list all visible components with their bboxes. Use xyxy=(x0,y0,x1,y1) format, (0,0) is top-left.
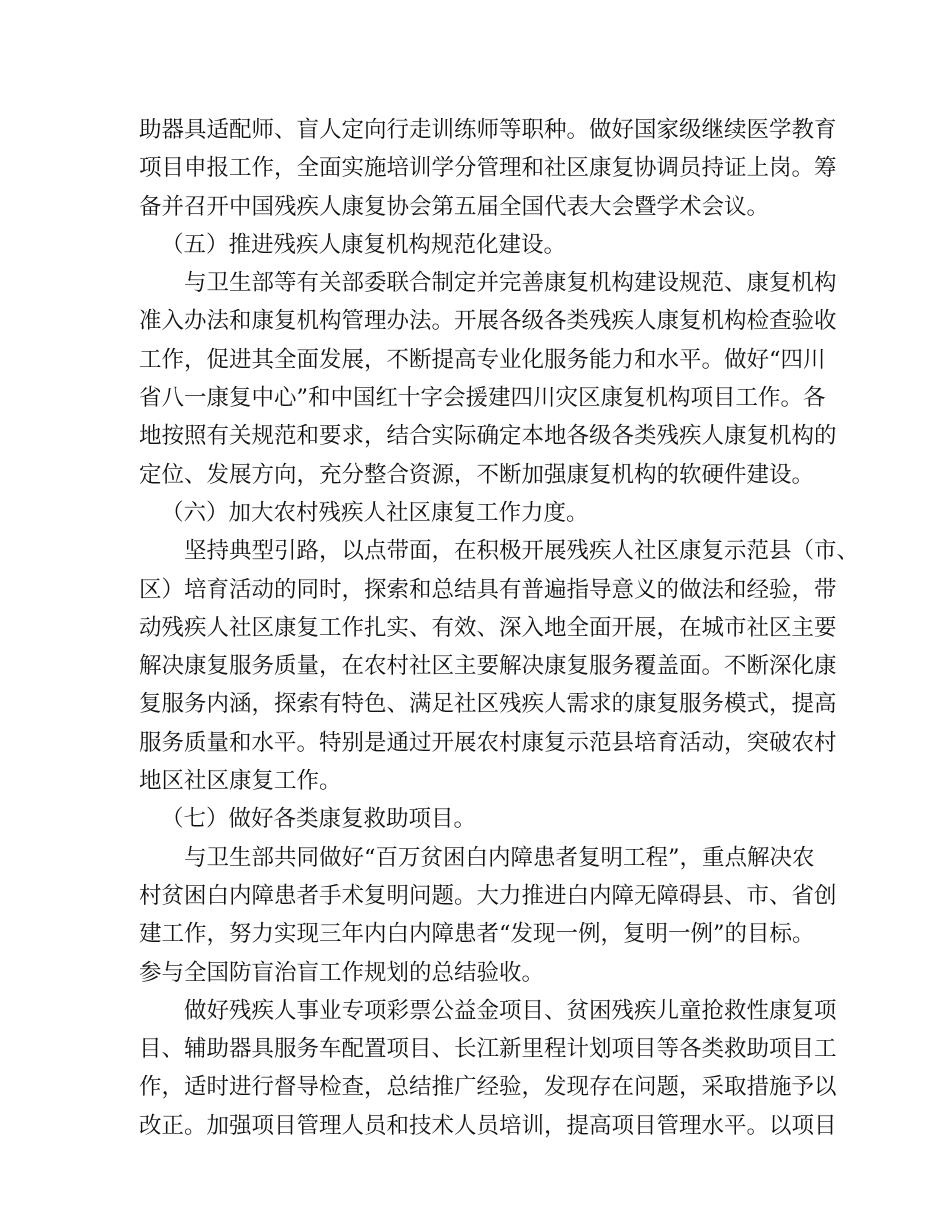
paragraph-line: 改正。加强项目管理人员和技术人员培训，提高项目管理水平。以项目 xyxy=(139,1112,837,1139)
paragraph-line: 解决康复服务质量，在农村社区主要解决康复服务覆盖面。不断深化康 xyxy=(139,653,837,680)
paragraph-line: 地区社区康复工作。 xyxy=(139,768,342,795)
section-heading: （五）推进残疾人康复机构规范化建设。 xyxy=(161,231,567,258)
document-body xyxy=(139,111,860,1145)
paragraph-line: 目、辅助器具服务车配置项目、长江新里程计划项目等各类救助项目工 xyxy=(139,1036,837,1063)
paragraph-line: 坚持典型引路，以点带面，在积极开展残疾人社区康复示范县（市、 xyxy=(184,538,860,565)
paragraph-line: 复服务内涵，探索有特色、满足社区残疾人需求的康复服务模式，提高 xyxy=(139,691,837,718)
paragraph-line: 工作，促进其全面发展，不断提高专业化服务能力和水平。做好“四川 xyxy=(139,346,826,373)
paragraph-line: 助器具适配师、盲人定向行走训练师等职种。做好国家级继续医学教育 xyxy=(139,117,837,143)
paragraph-line: 定位、发展方向，充分整合资源，不断加强康复机构的软硬件建设。 xyxy=(139,461,815,488)
paragraph-line: 与卫生部共同做好“百万贫困白内障患者复明工程”，重点解决农 xyxy=(184,844,815,871)
paragraph-line: 服务质量和水平。特别是通过开展农村康复示范县培育活动，突破农村 xyxy=(139,729,837,756)
paragraph-line: 作，适时进行督导检查，总结推广经验，发现存在问题，采取措施予以 xyxy=(139,1074,837,1101)
paragraph-line: 准入办法和康复机构管理办法。开展各级各类残疾人康复机构检查验收 xyxy=(139,308,837,335)
section-heading: （六）加大农村残疾人社区康复工作力度。 xyxy=(161,499,589,526)
section-heading: （七）做好各类康复救助项目。 xyxy=(161,806,477,833)
paragraph-line: 与卫生部等有关部委联合制定并完善康复机构建设规范、康复机构 xyxy=(184,270,837,297)
paragraph-line: 地按照有关规范和要求，结合实际确定本地各级各类残疾人康复机构的 xyxy=(139,423,837,450)
paragraph-line: 动残疾人社区康复工作扎实、有效、深入地全面开展，在城市社区主要 xyxy=(139,614,837,641)
paragraph-line: 备并召开中国残疾人康复协会第五届全国代表大会暨学术会议。 xyxy=(139,193,770,220)
paragraph-line: 参与全国防盲治盲工作规划的总结验收。 xyxy=(139,959,545,986)
paragraph-line: 村贫困白内障患者手术复明问题。大力推进白内障无障碍县、市、省创 xyxy=(139,882,837,909)
paragraph-line: 建工作，努力实现三年内白内障患者“发现一例，复明一例”的目标。 xyxy=(139,921,815,948)
paragraph-line: 省八一康复中心”和中国红十字会援建四川灾区康复机构项目工作。各 xyxy=(139,385,826,412)
paragraph-line: 区）培育活动的同时，探索和总结具有普遍指导意义的做法和经验，带 xyxy=(139,576,837,603)
paragraph-line: 项目申报工作，全面实施培训学分管理和社区康复协调员持证上岗。筹 xyxy=(139,155,837,182)
paragraph-line: 做好残疾人事业专项彩票公益金项目、贫困残疾儿童抢救性康复项 xyxy=(184,997,837,1024)
